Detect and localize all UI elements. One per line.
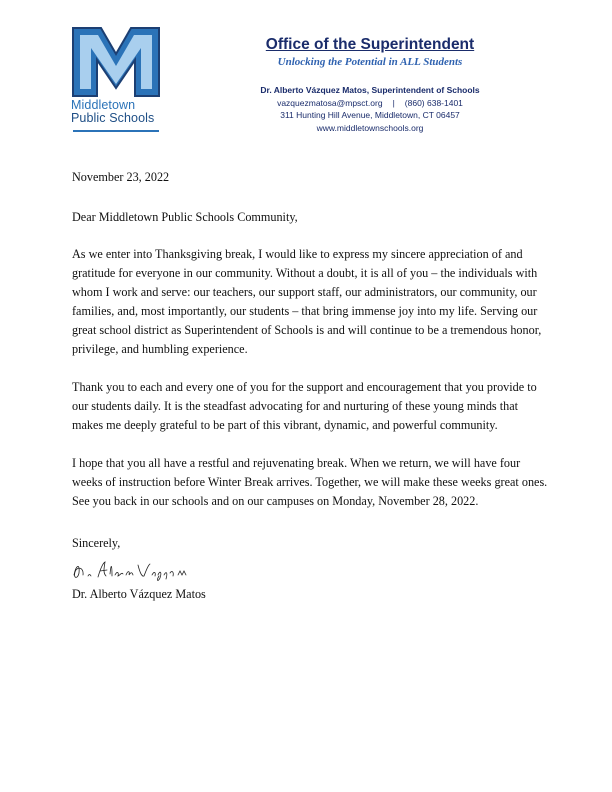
salutation: Dear Middletown Public Schools Community, [72,210,298,224]
phone-number: (860) 638-1401 [404,97,463,108]
closing: Sincerely, [72,536,121,550]
office-tagline: Unlocking the Potential in ALL Students [277,56,463,68]
office-title: Office of the Superintendent [265,36,475,53]
district-name [71,99,171,125]
email-link[interactable]: vazquezmatosa@mpsct.org [277,97,383,108]
contact-line [200,97,540,110]
letterhead [0,0,612,150]
paragraph-3: I hope that you all have a restful and rejuvenating break. When we return, we will have four weeks of instruction before Winter Break arrives. Together, we will make these weeks great ones. See you back in our schools and on our campuses on Monday, November 28, 2022. [72,456,548,508]
district-logo [71,26,161,134]
contact-separator: | [392,97,395,108]
paragraph-1: As we enter into Thanksgiving break, I would like to express my sincere appreciation of and gratitude for everyone in our community. Without a doubt, it is all of you – the individuals with whom I work and serve: our teachers, our support staff, our administrators, our community, our families, and, most importantly, our students – that bring immense joy into my life. Serving our great school district as Superintendent of Schools is and will continue to be a tremendous honor, privilege, and humbling experience. [72,247,542,356]
letter-date: November 23, 2022 [72,170,170,184]
website-link[interactable]: www.middletownschools.org [316,122,424,133]
address: 311 Hunting Hill Avenue, Middletown, CT 06457 [280,110,460,120]
paragraph-2: Thank you to each and every one of you for the support and encouragement that you provide to our students daily. It is the steadfast advocating for and nurturing of these young minds that makes me deeply grateful to be part of this vibrant, dynamic, and powerful community. [72,380,537,432]
handwritten-signature [70,555,190,583]
contact-block [200,84,540,134]
district-name-line2: Public Schools [71,111,155,125]
office-header [200,36,540,69]
logo-underline [73,130,159,132]
district-name-line1: Middletown [71,98,136,112]
superintendent-name: Dr. Alberto Vázquez Matos, Superintendent of Schools [260,85,480,95]
letter-body [72,168,552,623]
m-logo-icon [71,26,161,98]
signer-name: Dr. Alberto Vázquez Matos [72,587,206,601]
